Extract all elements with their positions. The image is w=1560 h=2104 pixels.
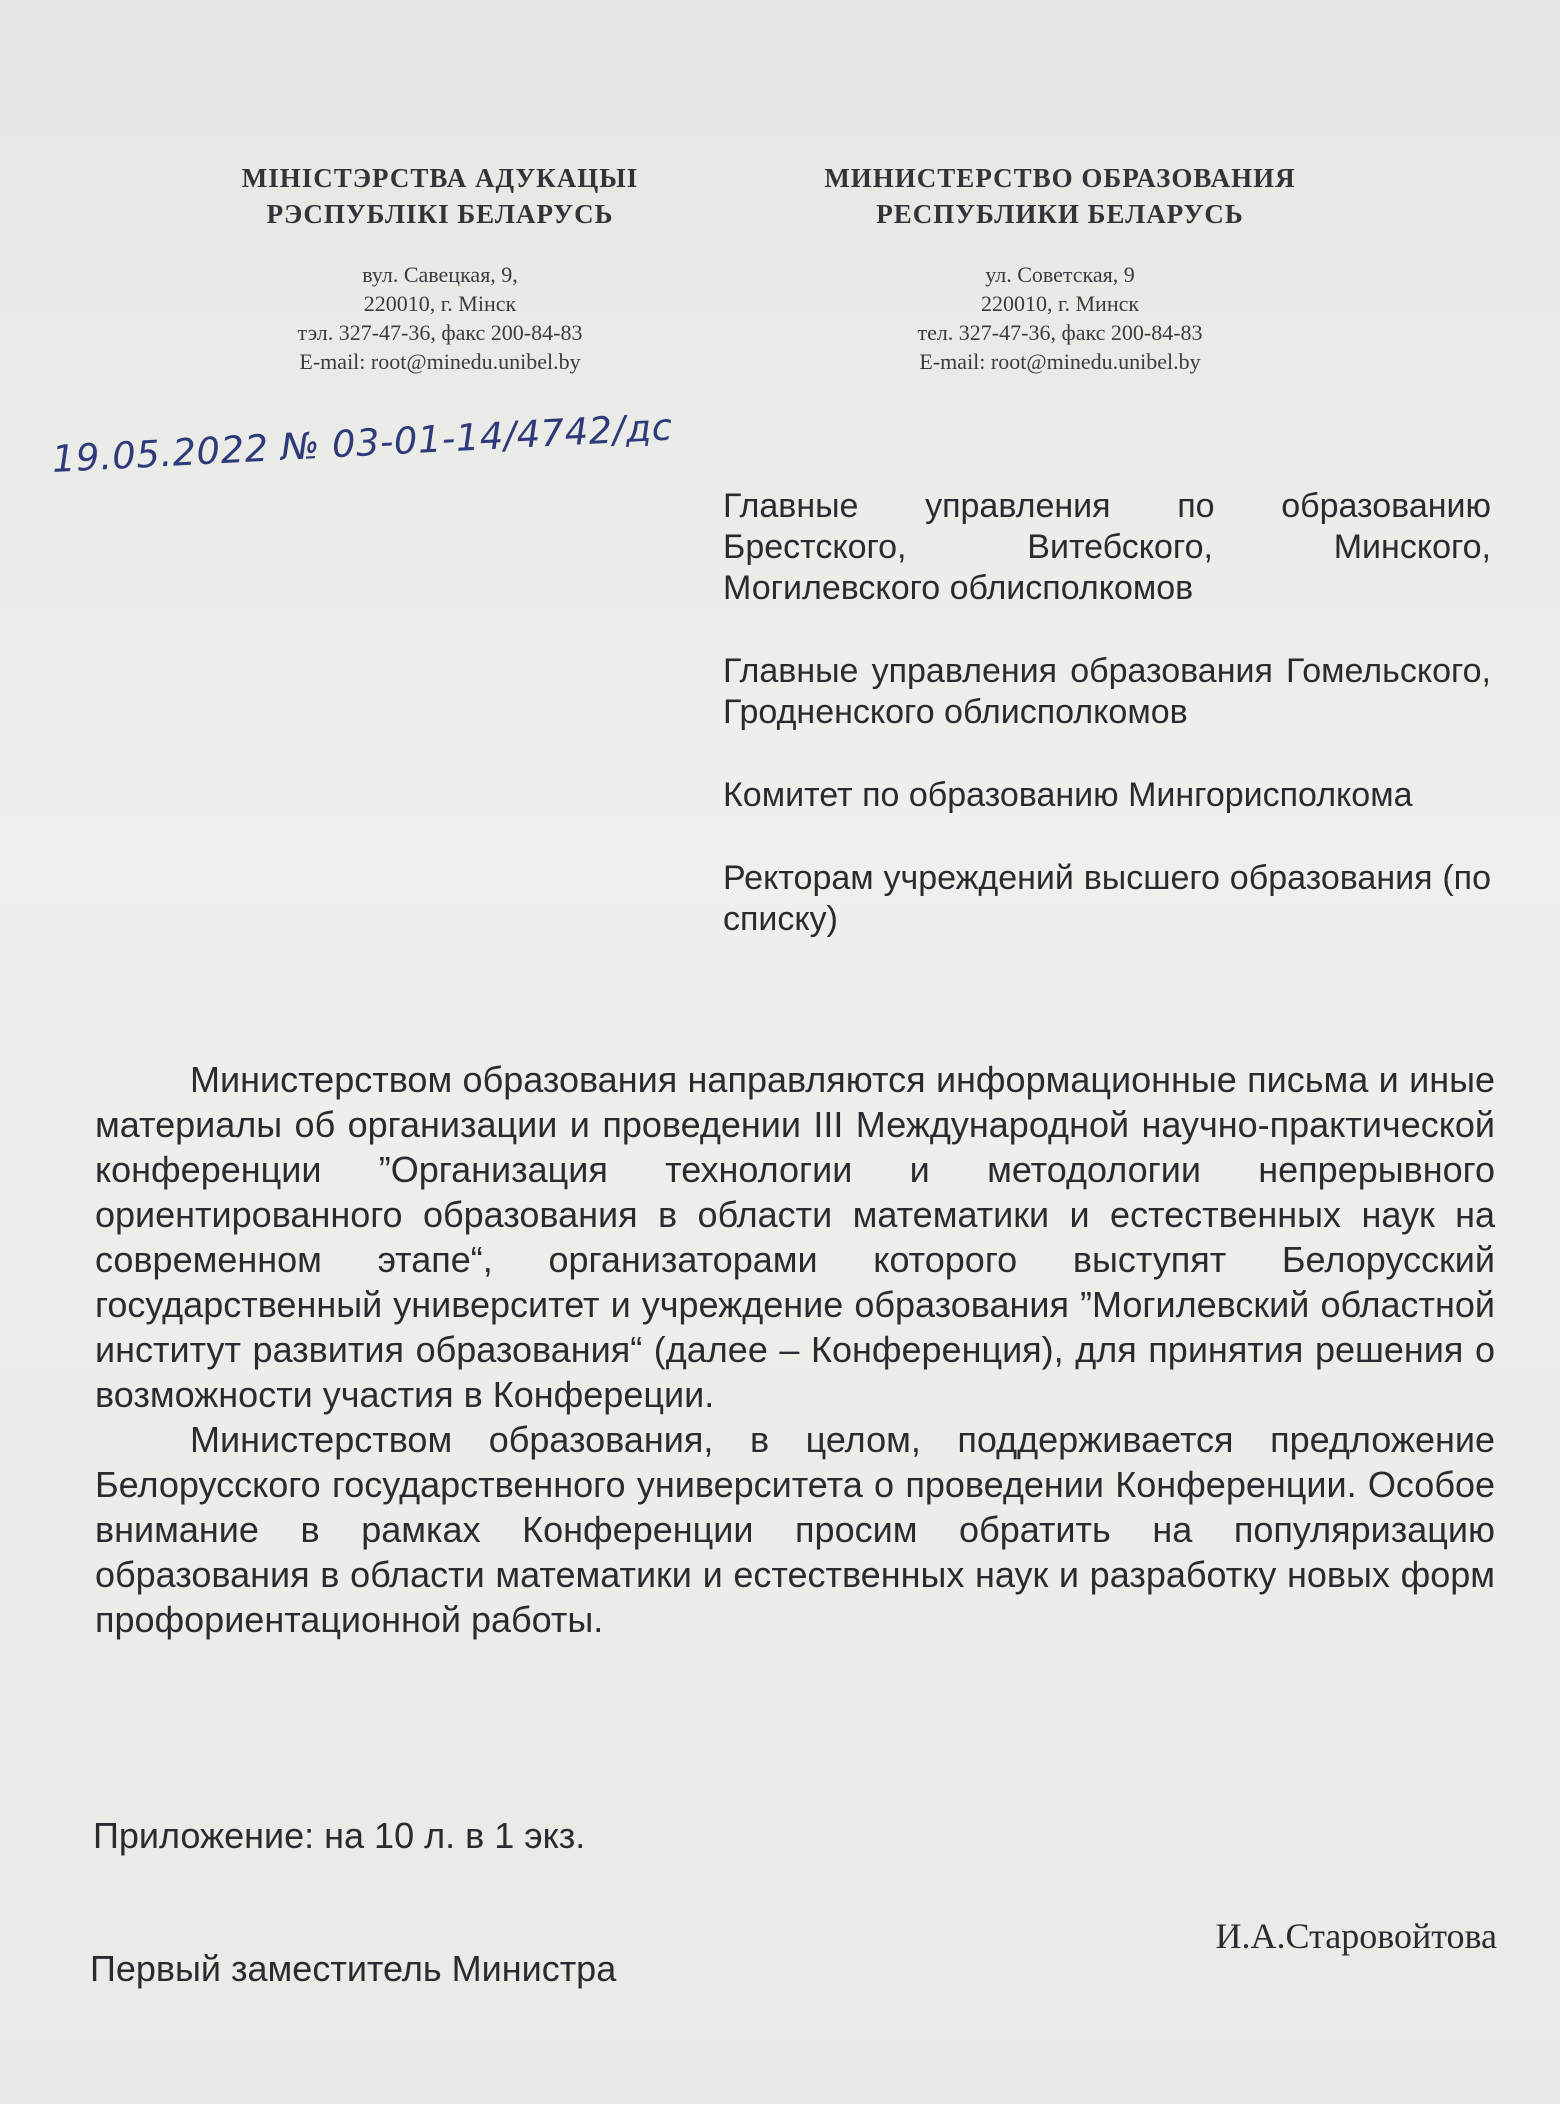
ministry-line: РЭСПУБЛІКІ БЕЛАРУСЬ <box>266 199 614 229</box>
recipients-block <box>723 486 1491 982</box>
address-line: 220010, г. Минск <box>980 291 1140 316</box>
recipient-item: Главные управления образования Гомельского, Гродненского облисполкомов <box>723 652 1491 731</box>
address-line: тел. 327-47-36, факс 200-84-83 <box>917 320 1203 345</box>
letter-body <box>95 1057 1495 1642</box>
ministry-name-ru <box>750 160 1370 232</box>
signatory-name: И.А.Старовойтова <box>1215 1916 1497 1956</box>
header-russian <box>750 160 1370 376</box>
address-line: ул. Советская, 9 <box>985 262 1135 287</box>
email-line: E-mail: root@minedu.unibel.by <box>919 349 1201 374</box>
ministry-line: МИНИСТЕРСТВО ОБРАЗОВАНИЯ <box>824 163 1296 193</box>
handwritten-registration-number: 19.05.2022 № 03-01-14/4742/дс <box>50 405 674 481</box>
address-line: тэл. 327-47-36, факс 200-84-83 <box>297 320 583 345</box>
recipient-item: Комитет по образованию Мингорисполкома <box>723 776 1413 814</box>
attachment-note: Приложение: на 10 л. в 1 экз. <box>93 1815 586 1856</box>
signatory-title: Первый заместитель Министра <box>90 1948 617 1989</box>
address-by <box>130 260 750 376</box>
address-ru <box>750 260 1370 376</box>
address-line: 220010, г. Мінск <box>363 291 517 316</box>
recipient-item: Ректорам учреждений высшего образования (по списку) <box>723 859 1491 938</box>
address-line: вул. Савецкая, 9, <box>362 262 518 287</box>
header-belarusian <box>130 160 750 376</box>
ministry-line: РЕСПУБЛИКИ БЕЛАРУСЬ <box>876 199 1244 229</box>
recipient-item: Главные управления по образованию Брестского, Витебского, Минского, Могилевского облисполкомов <box>723 487 1491 607</box>
body-paragraph: Министерством образования, в целом, поддерживается предложение Белорусского государственного университета о проведении Конференции. Особое внимание в рамках Конференции просим обратить на популяризацию образования в области математики и естественных наук и разработку новых форм профориентационной работы. <box>95 1419 1495 1640</box>
ministry-line: МІНІСТЭРСТВА АДУКАЦЫІ <box>241 163 639 193</box>
body-paragraph: Министерством образования направляются информационные письма и иные материалы об организации и проведении III Международной научно-практической конференции ”Организация технологии и методологии непрерывного ориентированного образования в области математики и естественных наук на современном этапе“, организаторами которого выступят Белорусский государственный университет и учреждение образования ”Могилевский областной институт развития образования“ (далее – Конференция), для принятия решения о возможности участия в Конфереции. <box>95 1059 1495 1415</box>
ministry-name-by <box>130 160 750 232</box>
email-line: E-mail: root@minedu.unibel.by <box>299 349 581 374</box>
